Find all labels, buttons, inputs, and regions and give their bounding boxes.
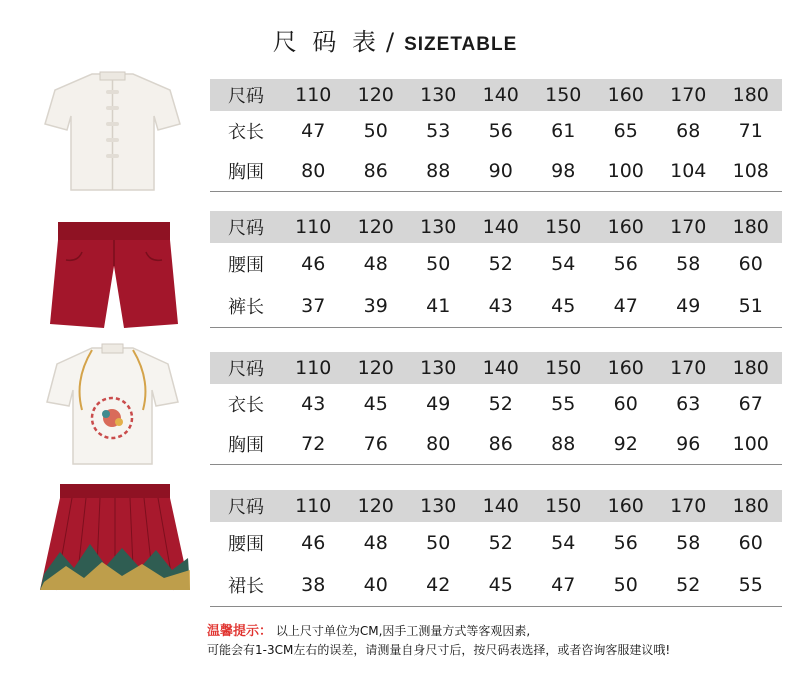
table-row xyxy=(210,424,782,465)
value-cell: 45 xyxy=(551,295,576,317)
value-cell: 58 xyxy=(676,253,701,275)
size-cell: 160 xyxy=(607,495,644,517)
size-table-shorts xyxy=(210,211,782,328)
pleated-skirt-image xyxy=(30,478,195,608)
value-cell: 80 xyxy=(426,433,451,455)
value-cell: 60 xyxy=(738,532,763,554)
size-cell: 140 xyxy=(482,495,519,517)
value-cell: 45 xyxy=(363,393,388,415)
value-cell: 52 xyxy=(488,393,513,415)
value-cell: 55 xyxy=(551,393,576,415)
row-label: 衣长 xyxy=(228,395,264,416)
value-cell: 45 xyxy=(488,574,513,596)
size-table-skirt xyxy=(210,490,782,607)
size-note xyxy=(207,620,530,639)
value-cell: 68 xyxy=(676,120,701,142)
table-row xyxy=(210,111,782,151)
value-cell: 76 xyxy=(363,433,388,455)
size-cell: 140 xyxy=(482,216,519,238)
value-cell: 43 xyxy=(488,295,513,317)
value-cell: 60 xyxy=(613,393,638,415)
value-cell: 60 xyxy=(738,253,763,275)
value-cell: 48 xyxy=(363,532,388,554)
value-cell: 38 xyxy=(301,574,326,596)
size-cell: 170 xyxy=(670,84,707,106)
size-cell: 110 xyxy=(295,495,332,517)
value-cell: 47 xyxy=(301,120,326,142)
value-cell: 53 xyxy=(426,120,451,142)
value-cell: 47 xyxy=(551,574,576,596)
table-header-row xyxy=(210,79,782,111)
row-label: 腰围 xyxy=(228,255,264,276)
value-cell: 88 xyxy=(426,160,451,182)
red-shorts-image xyxy=(30,200,195,330)
size-cell: 150 xyxy=(545,216,582,238)
value-cell: 90 xyxy=(488,160,513,182)
value-cell: 58 xyxy=(676,532,701,554)
value-cell: 50 xyxy=(613,574,638,596)
value-cell: 52 xyxy=(488,253,513,275)
value-cell: 67 xyxy=(738,393,763,415)
size-cell: 150 xyxy=(545,357,582,379)
size-cell: 180 xyxy=(732,357,769,379)
value-cell: 43 xyxy=(301,393,326,415)
value-cell: 41 xyxy=(426,295,451,317)
size-cell: 130 xyxy=(420,216,457,238)
value-cell: 88 xyxy=(551,433,576,455)
size-cell: 170 xyxy=(670,357,707,379)
value-cell: 100 xyxy=(732,433,769,455)
value-cell: 72 xyxy=(301,433,326,455)
size-cell: 180 xyxy=(732,495,769,517)
value-cell: 54 xyxy=(551,253,576,275)
table-row xyxy=(210,564,782,607)
value-cell: 52 xyxy=(488,532,513,554)
table-header-row xyxy=(210,352,782,384)
header-label: 尺码 xyxy=(228,359,264,380)
value-cell: 52 xyxy=(676,574,701,596)
value-cell: 37 xyxy=(301,295,326,317)
value-cell: 98 xyxy=(551,160,576,182)
size-cell: 120 xyxy=(357,495,394,517)
value-cell: 40 xyxy=(363,574,388,596)
value-cell: 48 xyxy=(363,253,388,275)
size-cell: 150 xyxy=(545,84,582,106)
value-cell: 46 xyxy=(301,532,326,554)
value-cell: 65 xyxy=(613,120,638,142)
table-header-row xyxy=(210,490,782,522)
table-row xyxy=(210,151,782,192)
header-label: 尺码 xyxy=(228,86,264,107)
size-cell: 120 xyxy=(357,216,394,238)
value-cell: 46 xyxy=(301,253,326,275)
size-cell: 160 xyxy=(607,216,644,238)
note-line-2: 可能会有1-3CM左右的误差，请测量自身尺寸后，按尺码表选择，或者咨询客服建议哦! xyxy=(207,643,671,657)
value-cell: 51 xyxy=(738,295,763,317)
size-cell: 130 xyxy=(420,495,457,517)
size-cell: 110 xyxy=(295,216,332,238)
embroidered-top-image xyxy=(30,340,195,470)
value-cell: 49 xyxy=(426,393,451,415)
value-cell: 50 xyxy=(426,253,451,275)
note-line-1: 以上尺寸单位为CM,因手工测量方式等客观因素, xyxy=(275,624,531,638)
row-label: 衣长 xyxy=(228,122,264,143)
value-cell: 42 xyxy=(426,574,451,596)
value-cell: 55 xyxy=(738,574,763,596)
size-cell: 180 xyxy=(732,84,769,106)
value-cell: 49 xyxy=(676,295,701,317)
table-row xyxy=(210,243,782,285)
value-cell: 39 xyxy=(363,295,388,317)
table-header-row xyxy=(210,211,782,243)
row-label: 裤长 xyxy=(228,297,264,318)
table-row xyxy=(210,285,782,328)
value-cell: 86 xyxy=(363,160,388,182)
table-row xyxy=(210,522,782,564)
row-label: 胸围 xyxy=(228,162,264,183)
value-cell: 50 xyxy=(426,532,451,554)
value-cell: 80 xyxy=(301,160,326,182)
size-note-line-2 xyxy=(207,641,670,658)
white-shirt-image xyxy=(30,68,195,198)
row-label: 裙长 xyxy=(228,576,264,597)
row-label: 胸围 xyxy=(228,435,264,456)
value-cell: 54 xyxy=(551,532,576,554)
size-cell: 140 xyxy=(482,357,519,379)
value-cell: 61 xyxy=(551,120,576,142)
size-cell: 130 xyxy=(420,357,457,379)
size-cell: 160 xyxy=(607,84,644,106)
value-cell: 86 xyxy=(488,433,513,455)
size-cell: 120 xyxy=(357,357,394,379)
value-cell: 56 xyxy=(613,532,638,554)
size-cell: 180 xyxy=(732,216,769,238)
size-cell: 170 xyxy=(670,216,707,238)
size-cell: 110 xyxy=(295,357,332,379)
table-row xyxy=(210,384,782,424)
value-cell: 63 xyxy=(676,393,701,415)
size-table-shirt xyxy=(210,79,782,192)
size-cell: 110 xyxy=(295,84,332,106)
size-cell: 120 xyxy=(357,84,394,106)
header-label: 尺码 xyxy=(228,218,264,239)
warning-label: 温馨提示： xyxy=(207,624,273,639)
size-cell: 170 xyxy=(670,495,707,517)
value-cell: 56 xyxy=(488,120,513,142)
size-cell: 150 xyxy=(545,495,582,517)
value-cell: 104 xyxy=(670,160,707,182)
value-cell: 100 xyxy=(607,160,644,182)
size-cell: 130 xyxy=(420,84,457,106)
value-cell: 47 xyxy=(613,295,638,317)
size-table-top xyxy=(210,352,782,465)
size-cell: 140 xyxy=(482,84,519,106)
size-cell: 160 xyxy=(607,357,644,379)
value-cell: 56 xyxy=(613,253,638,275)
page-title: 尺 码 表 / SIZETABLE xyxy=(272,28,518,56)
row-label: 腰围 xyxy=(228,534,264,555)
value-cell: 96 xyxy=(676,433,701,455)
value-cell: 71 xyxy=(738,120,763,142)
value-cell: 92 xyxy=(613,433,638,455)
value-cell: 108 xyxy=(732,160,769,182)
header-label: 尺码 xyxy=(228,497,264,518)
value-cell: 50 xyxy=(363,120,388,142)
